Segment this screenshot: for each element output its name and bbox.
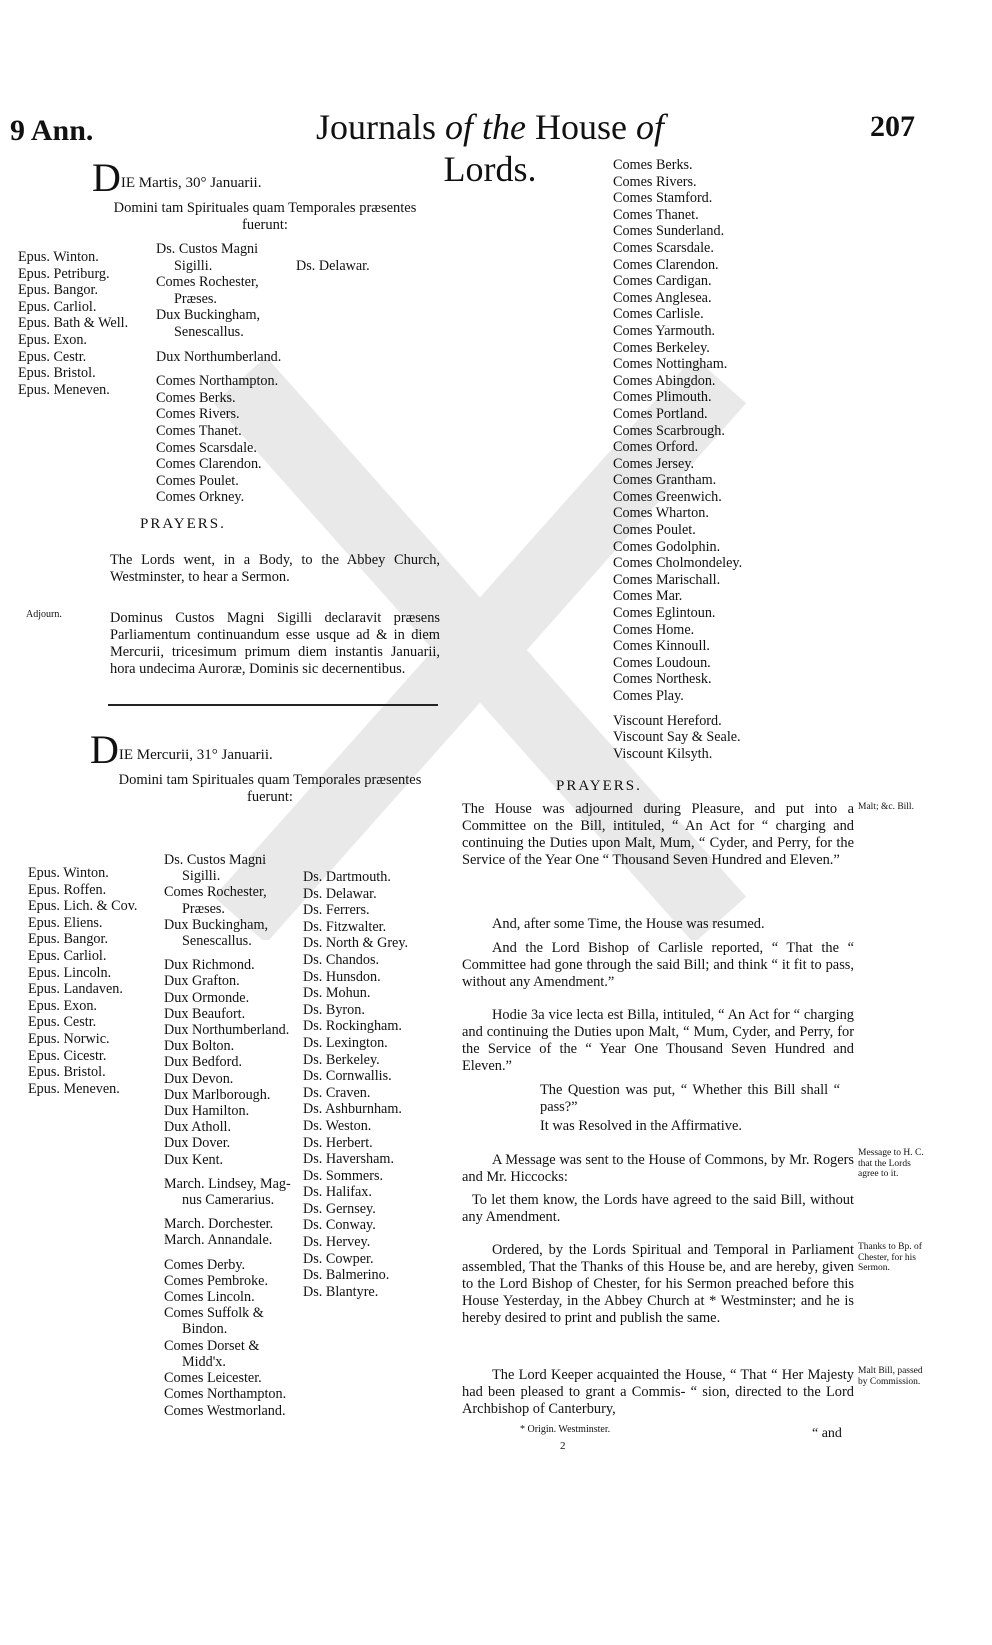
list-item: Dux Ormonde. (164, 989, 250, 1006)
list-item: Ds. Balmerino. (303, 1267, 390, 1284)
page-number: 207 (870, 110, 915, 143)
list-item: Epus. Meneven. (28, 1080, 120, 1097)
list-item: Epus. Carliol. (28, 947, 107, 964)
margin-note-message: Message to H. C. that the Lords agree to it. (858, 1148, 924, 1179)
list-item: Dux Northumberland. (164, 1022, 290, 1039)
list-item: Comes Rochester, (156, 274, 259, 291)
list-item: Comes Poulet. (613, 522, 696, 539)
day1-heading: DIE Martis, 30° Januarii. (92, 155, 262, 200)
list-item: Ds. Mohun. (303, 985, 371, 1002)
list-item: Dux Northumberland. (156, 348, 282, 365)
list-item: Senescallus. (182, 933, 252, 950)
list-item: Comes Suffolk & (164, 1305, 264, 1322)
list-item: Comes Derby. (164, 1256, 246, 1273)
list-item: Epus. Bangor. (18, 282, 98, 299)
list-item: Midd'x. (182, 1353, 226, 1370)
list-item: Epus. Bangor. (28, 931, 108, 948)
list-item: Comes Northesk. (613, 671, 712, 688)
list-item: Ds. Conway. (303, 1217, 376, 1234)
list-item: Dux Bedford. (164, 1054, 243, 1071)
list-item: Comes Anglesea. (613, 289, 712, 306)
margin-note-commission: Malt Bill, passed by Commission. (858, 1366, 923, 1387)
list-item: Comes Cardigan. (613, 273, 712, 290)
list-item: Comes Grantham. (613, 472, 717, 489)
list-item: Epus. Lich. & Cov. (28, 898, 138, 915)
list-item: Comes Abingdon. (613, 372, 716, 389)
list-item: Præses. (182, 900, 225, 917)
list-item: Ds. North & Grey. (303, 935, 409, 952)
list-item: Dux Kent. (164, 1151, 224, 1168)
day1-lords-list (156, 241, 281, 506)
list-item: Dux Buckingham, (156, 307, 261, 324)
list-item: Sigilli. (174, 257, 213, 274)
list-item: Dux Beaufort. (164, 1005, 246, 1022)
day1-sermon-paragraph: The Lords went, in a Body, to the Abbey Church, Westminster, to hear a Sermon. (110, 552, 440, 585)
list-item: Epus. Bristol. (18, 365, 96, 382)
list-item: Comes Rochester, (164, 884, 267, 901)
signature-mark: 2 (560, 1440, 566, 1452)
catchword: “ and (812, 1426, 842, 1441)
list-item: Comes Rivers. (156, 406, 240, 423)
list-item: Ds. Chandos. (303, 951, 380, 968)
list-item: Epus. Exon. (18, 331, 87, 348)
list-item: Comes Mar. (613, 588, 683, 605)
list-item: Epus. Landaven. (28, 981, 123, 998)
resolved-paragraph: It was Resolved in the Affirmative. (540, 1118, 742, 1134)
regnal-year: 9 Ann. (10, 114, 94, 147)
list-item: Comes Kinnoull. (613, 638, 710, 655)
day2-heading: DIE Mercurii, 31° Januarii. (90, 727, 273, 772)
list-item: Comes Berks. (613, 157, 693, 173)
list-item: Epus. Exon. (28, 997, 97, 1014)
day2-barons-list (303, 869, 408, 1300)
list-item: Ds. Weston. (303, 1117, 372, 1134)
list-item: Comes Loudoun. (613, 654, 711, 671)
list-item: Epus. Cestr. (28, 1014, 97, 1031)
list-item: Dux Hamilton. (164, 1103, 250, 1120)
list-item: Ds. Ashburnham. (303, 1101, 402, 1118)
day1-barons-list (296, 258, 370, 275)
list-item: Comes Clarendon. (156, 456, 262, 473)
day1-adjournment-paragraph: Dominus Custos Magni Sigilli declaravit præsens Parliamentum continuandum esse usque ad & in diem Mercurii, tricesimum primum diem instantis Januarii, hora undecima Auroræ, Dominis sic decernentibus. (110, 610, 440, 677)
list-item: Comes Lincoln. (164, 1289, 255, 1306)
list-item: Ds. Delawar. (296, 258, 370, 274)
list-item: Comes Poulet. (156, 472, 239, 489)
list-item: Epus. Roffen. (28, 881, 107, 898)
list-item: Comes Home. (613, 621, 695, 638)
list-item: Comes Dorset & (164, 1337, 260, 1354)
list-item: Ds. Blantyre. (303, 1283, 379, 1300)
list-item: Epus. Winton. (18, 249, 99, 265)
day2-lords-list (164, 852, 291, 1419)
list-item: Comes Plimouth. (613, 389, 712, 406)
list-item: Comes Northampton. (156, 373, 279, 390)
thanks-order-paragraph: Ordered, by the Lords Spiritual and Temporal in Parliament assembled, That the Thanks of this House be, and are hereby, given to the Lord Bishop of Chester, for his Sermon preached before this House Yesterday, in the Abbey Church at * Westminster; and he is hereby desired to print and publish the same. (462, 1242, 854, 1326)
day1-present: Domini tam Spirituales quam Temporales præsentes fuerunt: (113, 200, 417, 233)
list-item: nus Camerarius. (182, 1192, 275, 1209)
list-item: Ds. Halifax. (303, 1184, 372, 1201)
list-item: Epus. Bristol. (28, 1064, 106, 1081)
day2-bishops-list (28, 865, 137, 1097)
list-item: Ds. Sommers. (303, 1167, 384, 1184)
list-item: Comes Westmorland. (164, 1402, 286, 1419)
list-item: Senescallus. (174, 323, 244, 340)
list-item: Epus. Winton. (28, 865, 109, 881)
list-item: Ds. Cornwallis. (303, 1068, 392, 1085)
list-item: Ds. Hervey. (303, 1234, 371, 1251)
list-item: Comes Scarsdale. (613, 239, 714, 256)
list-item: Præses. (174, 290, 217, 307)
list-item: Dux Marlborough. (164, 1086, 271, 1103)
margin-note-thanks: Thanks to Bp. of Chester, for his Sermon. (858, 1242, 922, 1273)
list-item: Epus. Meneven. (18, 381, 110, 398)
section-divider (108, 704, 438, 706)
list-item: Epus. Carliol. (18, 298, 97, 315)
list-item: Viscount Say & Seale. (613, 729, 741, 746)
list-item: Ds. Dartmouth. (303, 869, 391, 885)
list-item: Comes Carlisle. (613, 306, 704, 323)
list-item: March. Lindsey, Mag- (164, 1175, 291, 1192)
list-item: Comes Yarmouth. (613, 322, 716, 339)
list-item: Ds. Custos Magni (156, 241, 259, 257)
list-item: Epus. Bath & Well. (18, 315, 129, 332)
committee-report-paragraph: And the Lord Bishop of Carlisle reported, “ That the “ Committee had gone through the said Bill; and think “ it fit to pass, without any Amendment.” (462, 940, 854, 990)
list-item: Comes Cholmondeley. (613, 555, 743, 572)
list-item: Comes Pembroke. (164, 1272, 269, 1289)
list-item: Dux Grafton. (164, 973, 240, 990)
list-item: Comes Northampton. (164, 1386, 287, 1403)
day2-prayers-heading: PRAYERS. (556, 778, 642, 794)
list-item: Viscount Hereford. (613, 712, 722, 729)
list-item: Comes Portland. (613, 405, 708, 422)
margin-note-adjourn: Adjourn. (26, 609, 62, 620)
list-item: Sigilli. (182, 868, 221, 885)
list-item: Ds. Custos Magni (164, 852, 267, 868)
list-item: Comes Orford. (613, 439, 699, 456)
footnote: * Origin. Westminster. (520, 1424, 611, 1435)
list-item: Comes Wharton. (613, 505, 709, 522)
list-item: Comes Rivers. (613, 173, 697, 190)
malt-bill-committee-paragraph: The House was adjourned during Pleasure, and put into a Committee on the Bill, intituled, “ An Act for “ charging and continuing the Duties upon Malt, Mum, “ Cyder, and Perry, for the Service of the Year One “ Thousand Seven Hundred and Eleven.” (462, 801, 854, 868)
list-item: Comes Thanet. (156, 422, 242, 439)
list-item: Comes Play. (613, 688, 684, 704)
journal-title: Journals of the House of Lords. (315, 107, 664, 189)
list-item: Epus. Cicestr. (28, 1047, 107, 1064)
list-item: Comes Eglintoun. (613, 605, 716, 622)
list-item: Ds. Delawar. (303, 885, 377, 902)
list-item: Dux Atholl. (164, 1119, 232, 1136)
house-resumed-paragraph: And, after some Time, the House was resumed. (492, 916, 765, 932)
list-item: Ds. Gernsey. (303, 1200, 376, 1217)
list-item: Dux Devon. (164, 1070, 234, 1087)
day2-earls-list-continued (613, 157, 742, 762)
list-item: Comes Godolphin. (613, 538, 721, 555)
list-item: Dux Bolton. (164, 1038, 235, 1055)
list-item: Viscount Kilsyth. (613, 745, 713, 762)
list-item: Ds. Fitzwalter. (303, 918, 387, 935)
list-item: Ds. Byron. (303, 1001, 365, 1018)
margin-note-malt-bill: Malt; &c. Bill. (858, 802, 914, 812)
list-item: Epus. Eliens. (28, 914, 103, 931)
day2-present: Domini tam Spirituales quam Temporales præsentes fuerunt: (118, 772, 422, 805)
list-item: Bindon. (182, 1321, 228, 1338)
list-item: Comes Marischall. (613, 571, 721, 588)
list-item: March. Dorchester. (164, 1216, 274, 1233)
list-item: Comes Clarendon. (613, 256, 719, 273)
lords-agreed-paragraph: To let them know, the Lords have agreed to the said Bill, without any Amendment. (462, 1192, 854, 1225)
question-paragraph: The Question was put, “ Whether this Bill shall “ pass?” (540, 1082, 840, 1115)
list-item: Comes Thanet. (613, 206, 699, 223)
list-item: Epus. Norwic. (28, 1030, 110, 1047)
list-item: Comes Greenwich. (613, 488, 722, 505)
day1-prayers-heading: PRAYERS. (140, 516, 226, 532)
list-item: Ds. Berkeley. (303, 1051, 380, 1068)
list-item: Ds. Ferrers. (303, 902, 370, 919)
list-item: Epus. Petriburg. (18, 265, 110, 282)
message-commons-paragraph: A Message was sent to the House of Commons, by Mr. Rogers and Mr. Hiccocks: (462, 1152, 854, 1185)
list-item: Dux Dover. (164, 1135, 231, 1152)
list-item: Comes Orkney. (156, 489, 245, 506)
list-item: Comes Leicester. (164, 1370, 262, 1387)
list-item: Ds. Hunsdon. (303, 968, 381, 985)
day1-bishops-list (18, 249, 128, 398)
list-item: Comes Nottingham. (613, 356, 728, 373)
list-item: Epus. Cestr. (18, 348, 87, 365)
list-item: Dux Richmond. (164, 957, 255, 974)
lord-keeper-paragraph: The Lord Keeper acquainted the House, “ That “ Her Majesty had been pleased to grant a Commis- “ sion, directed to the Lord Archbishop of Canterbury, (462, 1367, 854, 1417)
list-item: Ds. Rockingham. (303, 1018, 402, 1035)
list-item: Dux Buckingham, (164, 916, 269, 933)
list-item: Epus. Lincoln. (28, 964, 112, 981)
list-item: Ds. Lexington. (303, 1034, 388, 1051)
list-item: Comes Stamford. (613, 190, 713, 207)
list-item: Comes Jersey. (613, 455, 695, 472)
list-item: Ds. Herbert. (303, 1134, 373, 1151)
list-item: Ds. Craven. (303, 1084, 371, 1101)
list-item: Comes Sunderland. (613, 223, 725, 240)
list-item: Comes Scarbrough. (613, 422, 725, 439)
list-item: March. Annandale. (164, 1232, 273, 1249)
list-item: Ds. Cowper. (303, 1250, 374, 1267)
list-item: Comes Berks. (156, 389, 236, 406)
third-reading-paragraph: Hodie 3a vice lecta est Billa, intituled, “ An Act for “ charging and continuing the Duties upon Malt, “ Mum, Cyder, and Perry, for the Service of the “ Year One Thousand Seven Hundred and Eleven.” (462, 1007, 854, 1074)
list-item: Comes Scarsdale. (156, 439, 257, 456)
list-item: Comes Berkeley. (613, 339, 710, 356)
list-item: Ds. Haversham. (303, 1151, 395, 1168)
